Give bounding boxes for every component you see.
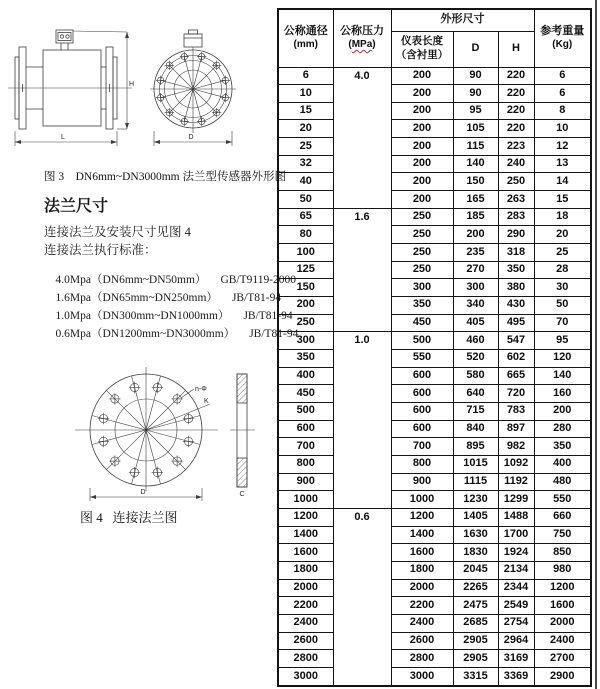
cell-h: 720 — [498, 385, 534, 403]
cell-d: 2475 — [453, 597, 498, 615]
cell-length: 600 — [391, 402, 453, 420]
cell-diameter: 450 — [278, 385, 333, 403]
cell-d: 2685 — [453, 614, 498, 632]
table-row — [278, 314, 591, 332]
cell-weight: 18 — [534, 208, 591, 226]
cell-weight: 750 — [534, 526, 591, 544]
cell-d: 520 — [453, 350, 498, 368]
cell-diameter: 80 — [278, 226, 333, 244]
cell-d: 185 — [453, 208, 498, 226]
cell-weight: 2700 — [534, 650, 591, 668]
cell-diameter: 65 — [278, 208, 333, 226]
cell-weight: 8 — [534, 102, 591, 120]
cell-diameter: 500 — [278, 402, 333, 420]
cell-weight: 980 — [534, 561, 591, 579]
cell-length: 1600 — [391, 544, 453, 562]
standard-spec: 1.6Mpa（DN65mm~DN250mm） — [55, 292, 218, 304]
cell-d: 2905 — [453, 650, 498, 668]
cell-diameter: 25 — [278, 138, 333, 156]
cell-d: 140 — [453, 155, 498, 173]
cell-h: 380 — [498, 279, 534, 297]
cell-h: 220 — [498, 120, 534, 138]
table-row — [278, 85, 591, 103]
standard-code: GB/T9119-2000 — [220, 274, 297, 286]
cell-weight: 400 — [534, 455, 591, 473]
cell-weight: 20 — [534, 226, 591, 244]
cell-length: 200 — [391, 102, 453, 120]
cell-diameter: 1000 — [278, 491, 333, 509]
cell-h: 2344 — [498, 579, 534, 597]
cell-diameter: 32 — [278, 155, 333, 173]
cell-h: 2964 — [498, 632, 534, 650]
page-edge-line — [595, 0, 597, 689]
cell-h: 982 — [498, 438, 534, 456]
cell-weight: 25 — [534, 244, 591, 262]
cell-diameter: 2600 — [278, 632, 333, 650]
cell-d: 2905 — [453, 632, 498, 650]
cell-length: 900 — [391, 473, 453, 491]
table-row — [278, 579, 591, 597]
cell-h: 240 — [498, 155, 534, 173]
dim-label-D-flange: D — [140, 489, 146, 496]
cell-diameter: 10 — [278, 85, 333, 103]
table-row — [278, 420, 591, 438]
cell-length: 350 — [391, 297, 453, 315]
cell-h: 283 — [498, 208, 534, 226]
cell-length: 700 — [391, 438, 453, 456]
cell-h: 3369 — [498, 667, 534, 686]
cell-length: 200 — [391, 120, 453, 138]
table-row — [278, 473, 591, 491]
cell-length: 3000 — [391, 667, 453, 686]
cell-length: 300 — [391, 279, 453, 297]
standard-spec: 1.0Mpa（DN300mm~DN1000mm） — [55, 310, 230, 322]
cell-h: 783 — [498, 402, 534, 420]
cell-d: 405 — [453, 314, 498, 332]
cell-weight: 160 — [534, 385, 591, 403]
flange-section-view — [230, 374, 255, 498]
cell-h: 430 — [498, 297, 534, 315]
cell-length: 550 — [391, 350, 453, 368]
cell-length: 600 — [391, 367, 453, 385]
figure3-caption: 图 3 DN6mm~DN3000mm 法兰型传感器外形图 — [44, 171, 286, 183]
table-row — [278, 226, 591, 244]
connection-flange-drawing — [0, 355, 270, 510]
cell-diameter: 1400 — [278, 526, 333, 544]
cell-length: 500 — [391, 332, 453, 350]
table-row — [278, 279, 591, 297]
cell-length: 250 — [391, 208, 453, 226]
cell-d: 895 — [453, 438, 498, 456]
cell-weight: 350 — [534, 438, 591, 456]
cell-diameter: 800 — [278, 455, 333, 473]
cell-d: 200 — [453, 226, 498, 244]
table-row — [278, 138, 591, 156]
table-row — [278, 191, 591, 209]
table-row — [278, 261, 591, 279]
table-row — [278, 120, 591, 138]
cell-pressure: 0.6 — [333, 508, 391, 686]
cell-pressure: 1.0 — [333, 332, 391, 509]
cell-diameter: 350 — [278, 350, 333, 368]
cell-h: 495 — [498, 314, 534, 332]
cell-diameter: 400 — [278, 367, 333, 385]
cell-h: 1299 — [498, 491, 534, 509]
cell-weight: 2000 — [534, 614, 591, 632]
table-row — [278, 208, 591, 226]
cell-h: 220 — [498, 67, 534, 85]
cell-weight: 550 — [534, 491, 591, 509]
cell-weight: 120 — [534, 350, 591, 368]
cell-weight: 660 — [534, 508, 591, 526]
cell-length: 2800 — [391, 650, 453, 668]
flange-note-1: 连接法兰及安装尺寸见图 4 — [44, 225, 191, 239]
cell-diameter: 600 — [278, 420, 333, 438]
cell-length: 200 — [391, 173, 453, 191]
cell-length: 200 — [391, 85, 453, 103]
table-row — [278, 508, 591, 526]
cell-h: 318 — [498, 244, 534, 262]
standard-code: JB/T81-94 — [231, 292, 282, 304]
table-row — [278, 544, 591, 562]
terminal-box-icon — [56, 30, 73, 50]
cell-length: 450 — [391, 314, 453, 332]
table-row — [278, 561, 591, 579]
cell-diameter: 2000 — [278, 579, 333, 597]
cell-length: 250 — [391, 261, 453, 279]
cell-d: 3315 — [453, 667, 498, 686]
cell-length: 2000 — [391, 579, 453, 597]
col-header-pressure: 公称压力 (MPa) — [333, 9, 391, 67]
dim-label-D-front: D — [188, 134, 194, 141]
cell-weight: 280 — [534, 420, 591, 438]
cell-weight: 2900 — [534, 667, 591, 686]
cell-length: 200 — [391, 191, 453, 209]
cell-h: 602 — [498, 350, 534, 368]
sensor-outline-drawing — [0, 18, 270, 168]
cell-h: 223 — [498, 138, 534, 156]
cell-diameter: 1600 — [278, 544, 333, 562]
cell-h: 897 — [498, 420, 534, 438]
cell-d: 105 — [453, 120, 498, 138]
cell-d: 95 — [453, 102, 498, 120]
cell-d: 1230 — [453, 491, 498, 509]
cell-weight: 15 — [534, 191, 591, 209]
cell-diameter: 40 — [278, 173, 333, 191]
cell-weight: 2400 — [534, 632, 591, 650]
flange-note-2: 连接法兰执行标准： — [44, 243, 157, 257]
col-header-diameter: 公称通径 (mm) — [278, 9, 333, 67]
table-row — [278, 650, 591, 668]
col-header-h: H — [498, 31, 534, 67]
cell-h: 547 — [498, 332, 534, 350]
table-row — [278, 155, 591, 173]
table-row — [278, 244, 591, 262]
dimension-table — [277, 8, 592, 687]
cell-diameter: 150 — [278, 279, 333, 297]
cell-weight: 95 — [534, 332, 591, 350]
cell-weight: 1600 — [534, 597, 591, 615]
table-row — [278, 526, 591, 544]
terminal-box-icon — [184, 30, 202, 47]
cell-length: 2400 — [391, 614, 453, 632]
table-body — [278, 67, 591, 686]
table-row — [278, 614, 591, 632]
table-row — [278, 332, 591, 350]
cell-d: 150 — [453, 173, 498, 191]
cell-h: 220 — [498, 102, 534, 120]
table-row — [278, 385, 591, 403]
bolt-count-label: n-Φ — [195, 386, 207, 393]
cell-weight: 6 — [534, 67, 591, 85]
cell-h: 350 — [498, 261, 534, 279]
cell-weight: 200 — [534, 402, 591, 420]
cell-h: 1092 — [498, 455, 534, 473]
cell-diameter: 1800 — [278, 561, 333, 579]
dim-label-H: H — [129, 81, 135, 88]
cell-weight: 850 — [534, 544, 591, 562]
cell-d: 1830 — [453, 544, 498, 562]
col-header-weight: 参考重量 (Kg) — [534, 9, 591, 67]
table-row — [278, 491, 591, 509]
cell-diameter: 3000 — [278, 667, 333, 686]
sensor-front-view — [150, 30, 236, 146]
cell-length: 1200 — [391, 508, 453, 526]
table-row — [278, 632, 591, 650]
cell-d: 115 — [453, 138, 498, 156]
cell-h: 1700 — [498, 526, 534, 544]
cell-length: 1400 — [391, 526, 453, 544]
dim-label-C: C — [239, 491, 245, 498]
cell-weight: 30 — [534, 279, 591, 297]
cell-diameter: 100 — [278, 244, 333, 262]
cell-length: 600 — [391, 420, 453, 438]
cell-pressure: 4.0 — [333, 67, 391, 208]
cell-diameter: 15 — [278, 102, 333, 120]
cell-diameter: 1200 — [278, 508, 333, 526]
table-row — [278, 667, 591, 686]
table-row — [278, 102, 591, 120]
cell-d: 715 — [453, 402, 498, 420]
cell-diameter: 300 — [278, 332, 333, 350]
cell-d: 460 — [453, 332, 498, 350]
cell-length: 2600 — [391, 632, 453, 650]
standard-spec: 0.6Mpa（DN1200mm~DN3000mm） — [55, 328, 236, 340]
cell-h: 250 — [498, 173, 534, 191]
cell-h: 2549 — [498, 597, 534, 615]
standard-spec: 4.0Mpa（DN6mm~DN50mm） — [55, 274, 207, 286]
cell-d: 2265 — [453, 579, 498, 597]
cell-weight: 28 — [534, 261, 591, 279]
cell-d: 235 — [453, 244, 498, 262]
cell-h: 220 — [498, 85, 534, 103]
cell-length: 600 — [391, 385, 453, 403]
cell-diameter: 200 — [278, 297, 333, 315]
cell-length: 2200 — [391, 597, 453, 615]
cell-diameter: 250 — [278, 314, 333, 332]
cell-length: 250 — [391, 244, 453, 262]
cell-d: 90 — [453, 85, 498, 103]
cell-d: 2045 — [453, 561, 498, 579]
cell-h: 2754 — [498, 614, 534, 632]
table-row — [278, 402, 591, 420]
cell-pressure: 1.6 — [333, 208, 391, 332]
cell-weight: 1200 — [534, 579, 591, 597]
cell-diameter: 2400 — [278, 614, 333, 632]
cell-weight: 12 — [534, 138, 591, 156]
cell-weight: 70 — [534, 314, 591, 332]
col-header-dimensions: 外形尺寸 — [391, 9, 534, 31]
cell-d: 1015 — [453, 455, 498, 473]
cell-d: 1630 — [453, 526, 498, 544]
cell-d: 840 — [453, 420, 498, 438]
figure4-caption: 图 4 连接法兰图 — [80, 510, 178, 525]
cell-diameter: 50 — [278, 191, 333, 209]
cell-diameter: 125 — [278, 261, 333, 279]
cell-h: 290 — [498, 226, 534, 244]
cell-weight: 6 — [534, 85, 591, 103]
cell-d: 1405 — [453, 508, 498, 526]
cell-d: 1115 — [453, 473, 498, 491]
cell-d: 300 — [453, 279, 498, 297]
table-row — [278, 455, 591, 473]
cell-length: 200 — [391, 67, 453, 85]
cell-weight: 10 — [534, 120, 591, 138]
cell-d: 270 — [453, 261, 498, 279]
cell-diameter: 2200 — [278, 597, 333, 615]
table-row — [278, 297, 591, 315]
dim-label-L: L — [61, 134, 65, 141]
cell-d: 90 — [453, 67, 498, 85]
cell-d: 165 — [453, 191, 498, 209]
flange-face-view — [75, 367, 218, 501]
col-header-d: D — [453, 31, 498, 67]
cell-h: 1488 — [498, 508, 534, 526]
cell-d: 640 — [453, 385, 498, 403]
cell-weight: 50 — [534, 297, 591, 315]
table-row — [278, 438, 591, 456]
cell-length: 1000 — [391, 491, 453, 509]
table-row — [278, 350, 591, 368]
cell-h: 263 — [498, 191, 534, 209]
cell-h: 665 — [498, 367, 534, 385]
standard-code: JB/T81-94 — [243, 310, 293, 322]
cell-length: 250 — [391, 226, 453, 244]
cell-diameter: 900 — [278, 473, 333, 491]
cell-length: 200 — [391, 155, 453, 173]
cell-weight: 14 — [534, 173, 591, 191]
cell-weight: 480 — [534, 473, 591, 491]
cell-d: 580 — [453, 367, 498, 385]
cell-diameter: 700 — [278, 438, 333, 456]
sensor-side-view — [8, 30, 134, 146]
cell-length: 800 — [391, 455, 453, 473]
cell-diameter: 20 — [278, 120, 333, 138]
cell-weight: 140 — [534, 367, 591, 385]
cell-weight: 13 — [534, 155, 591, 173]
cell-diameter: 2800 — [278, 650, 333, 668]
bolt-circle-label: K — [204, 398, 209, 405]
cell-diameter: 6 — [278, 67, 333, 85]
table-row — [278, 367, 591, 385]
table-row — [278, 67, 591, 85]
col-header-length: 仪表长度 （含衬里） — [391, 31, 453, 67]
cell-length: 1800 — [391, 561, 453, 579]
cell-d: 340 — [453, 297, 498, 315]
cell-length: 200 — [391, 138, 453, 156]
standard-line — [44, 313, 298, 353]
flange-size-heading: 法兰尺寸 — [44, 198, 109, 215]
table-row — [278, 173, 591, 191]
cell-h: 1924 — [498, 544, 534, 562]
cell-h: 2134 — [498, 561, 534, 579]
cell-h: 1192 — [498, 473, 534, 491]
cell-h: 3169 — [498, 650, 534, 668]
standard-code: JB/T81-94 — [249, 328, 299, 340]
table-row — [278, 597, 591, 615]
